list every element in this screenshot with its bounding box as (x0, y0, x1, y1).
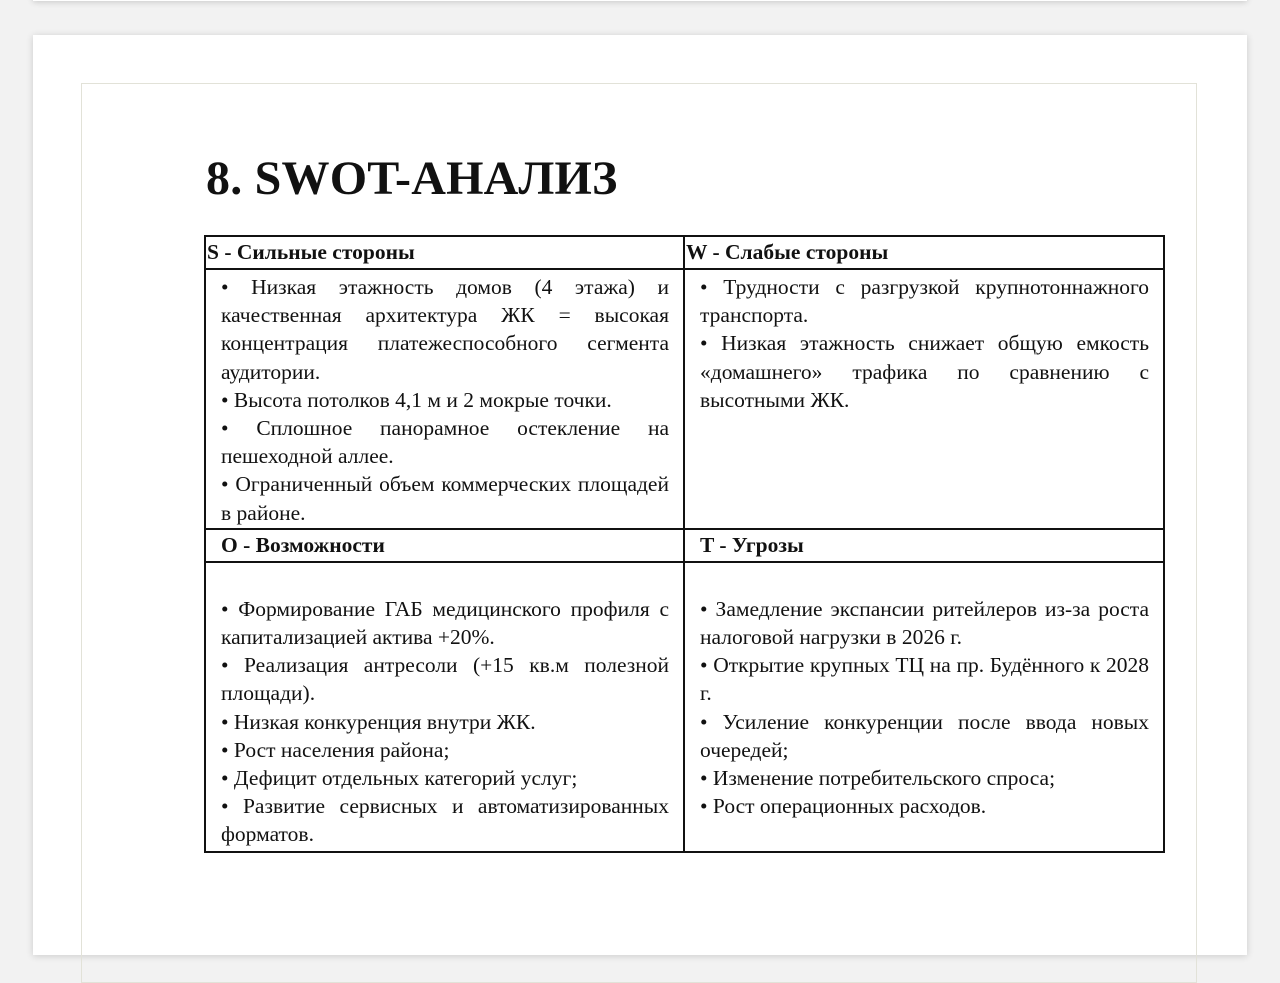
opportunities-item: • Развитие сервисных и автоматизированных форматов. (221, 794, 669, 847)
weaknesses-item: • Трудности с разгрузкой крупнотоннажного транспорта. (700, 275, 1149, 328)
weaknesses-item: • Низкая этажность снижает общую емкость «домашнего» трафика по сравнению с высотными ЖК. (700, 331, 1149, 412)
opportunities-item: • Формирование ГАБ медицинского профиля с капитализацией актива +20%. (221, 596, 669, 650)
threats-cell (684, 562, 1164, 852)
opportunities-item: • Реализация антресоли (+15 кв.м полезной площади). (221, 653, 669, 706)
swot-table (204, 235, 1165, 853)
strengths-header: S - Сильные стороны (205, 236, 684, 269)
strengths-item: • Низкая этажность домов (4 этажа) и качественная архитектура ЖК = высокая концентрация платежеспособного сегмента аудитории. (221, 275, 669, 384)
swot-body-row-top (205, 269, 1164, 529)
threats-item: • Изменение потребительского спроса; (700, 766, 1056, 791)
strengths-item: • Высота потолков 4,1 м и 2 мокрые точки. (221, 387, 612, 412)
opportunities-cell (205, 562, 684, 852)
threats-item: • Рост операционных расходов. (700, 794, 987, 819)
weaknesses-cell (684, 269, 1164, 529)
document-page (33, 35, 1247, 955)
previous-page-edge (33, 0, 1247, 1)
threats-item: • Открытие крупных ТЦ на пр. Будённого к 2028 г. (700, 653, 1149, 706)
threats-item: • Замедление экспансии ритейлеров из-за роста налоговой нагрузки в 2026 г. (700, 596, 1149, 650)
opportunities-item: • Рост населения района; (221, 737, 450, 762)
opportunities-item: • Дефицит отдельных категорий услуг; (221, 766, 578, 791)
strengths-item: • Сплошное панорамное остекление на пешеходной аллее. (221, 416, 669, 469)
opportunities-header: O - Возможности (205, 529, 684, 562)
section-heading: 8. SWOT-АНАЛИЗ (206, 152, 618, 205)
swot-header-row-top (205, 236, 1164, 269)
strengths-cell (205, 269, 684, 529)
opportunities-item: • Низкая конкуренция внутри ЖК. (221, 709, 536, 734)
threats-header: T - Угрозы (684, 529, 1164, 562)
weaknesses-header: W - Слабые стороны (684, 236, 1164, 269)
swot-body-row-bottom (205, 562, 1164, 852)
threats-item: • Усиление конкуренции после ввода новых очередей; (700, 709, 1149, 762)
swot-header-row-bottom (205, 529, 1164, 562)
strengths-item: • Ограниченный объем коммерческих площадей в районе. (221, 472, 669, 525)
